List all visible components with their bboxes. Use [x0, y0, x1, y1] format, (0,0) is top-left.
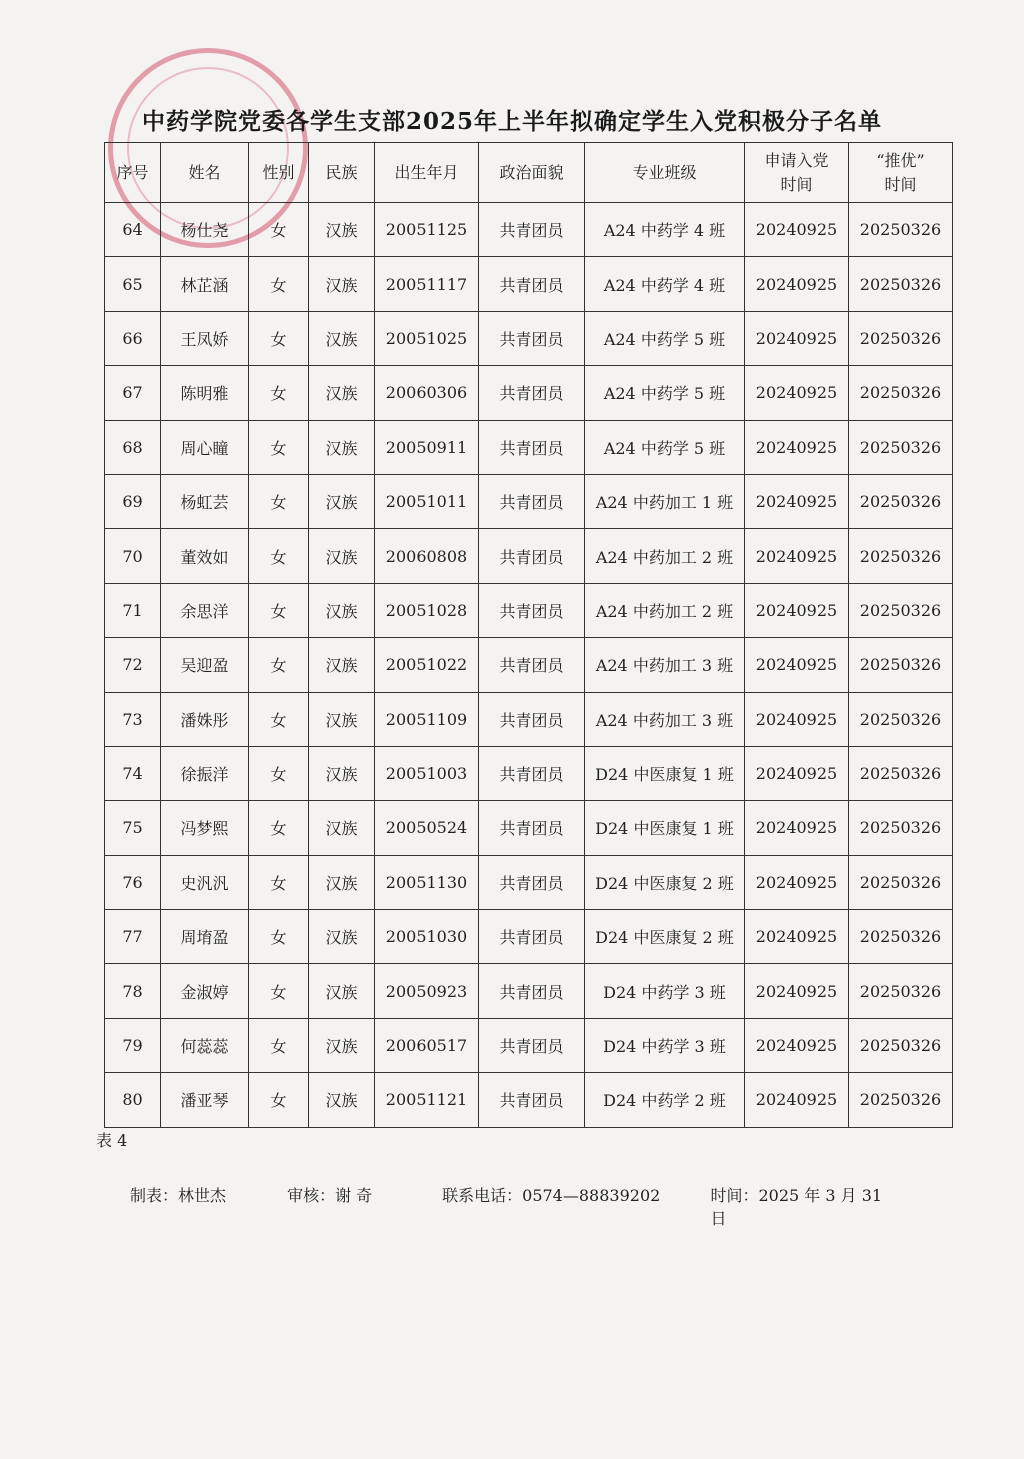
- cell-class: A24 中药加工 2 班: [585, 529, 745, 583]
- cell-apply-time: 20240925: [745, 366, 849, 420]
- cell-political: 共青团员: [479, 910, 585, 964]
- cell-seq: 77: [105, 910, 161, 964]
- cell-gender: 女: [249, 583, 309, 637]
- footer-maker: 制表：林世杰: [130, 1186, 227, 1205]
- cell-name: 史汎汎: [161, 855, 249, 909]
- cell-gender: 女: [249, 746, 309, 800]
- cell-name: 何蕊蕊: [161, 1018, 249, 1072]
- cell-gender: 女: [249, 910, 309, 964]
- cell-gender: 女: [249, 964, 309, 1018]
- table-row: [105, 257, 953, 311]
- cell-gender: 女: [249, 420, 309, 474]
- cell-political: 共青团员: [479, 1073, 585, 1127]
- cell-gender: 女: [249, 311, 309, 365]
- cell-gender: 女: [249, 692, 309, 746]
- cell-apply-time: 20240925: [745, 801, 849, 855]
- table-row: [105, 964, 953, 1018]
- cell-name: 周心瞳: [161, 420, 249, 474]
- cell-name: 王凤娇: [161, 311, 249, 365]
- table-row: [105, 910, 953, 964]
- cell-class: A24 中药学 5 班: [585, 311, 745, 365]
- cell-name: 董效如: [161, 529, 249, 583]
- cell-recommend-time: 20250326: [849, 692, 953, 746]
- footer-reviewer: 审核：谢 奇: [287, 1186, 373, 1205]
- cell-recommend-time: 20250326: [849, 203, 953, 257]
- cell-recommend-time: 20250326: [849, 311, 953, 365]
- cell-class: D24 中医康复 2 班: [585, 910, 745, 964]
- cell-apply-time: 20240925: [745, 1018, 849, 1072]
- header-apply-time: [745, 143, 849, 203]
- cell-ethnicity: 汉族: [309, 366, 375, 420]
- table-row: [105, 638, 953, 692]
- table-header-row: [105, 143, 953, 203]
- table-row: [105, 801, 953, 855]
- cell-ethnicity: 汉族: [309, 801, 375, 855]
- cell-apply-time: 20240925: [745, 311, 849, 365]
- cell-seq: 79: [105, 1018, 161, 1072]
- header-class: 专业班级: [585, 143, 745, 203]
- header-political: 政治面貌: [479, 143, 585, 203]
- cell-political: 共青团员: [479, 366, 585, 420]
- table-row: [105, 529, 953, 583]
- table-body: [105, 203, 953, 1128]
- cell-class: D24 中药学 3 班: [585, 964, 745, 1018]
- cell-recommend-time: 20250326: [849, 855, 953, 909]
- cell-seq: 64: [105, 203, 161, 257]
- cell-ethnicity: 汉族: [309, 964, 375, 1018]
- cell-class: A24 中药加工 1 班: [585, 474, 745, 528]
- cell-name: 金淑婷: [161, 964, 249, 1018]
- cell-apply-time: 20240925: [745, 257, 849, 311]
- cell-apply-time: 20240925: [745, 964, 849, 1018]
- cell-gender: 女: [249, 366, 309, 420]
- cell-ethnicity: 汉族: [309, 529, 375, 583]
- cell-recommend-time: 20250326: [849, 746, 953, 800]
- cell-political: 共青团员: [479, 420, 585, 474]
- cell-class: A24 中药学 4 班: [585, 257, 745, 311]
- table-row: [105, 746, 953, 800]
- header-birth: 出生年月: [375, 143, 479, 203]
- cell-political: 共青团员: [479, 746, 585, 800]
- cell-seq: 70: [105, 529, 161, 583]
- cell-recommend-time: 20250326: [849, 529, 953, 583]
- cell-ethnicity: 汉族: [309, 474, 375, 528]
- cell-birth: 20051022: [375, 638, 479, 692]
- header-apply-line1: 申请入党: [764, 150, 829, 170]
- cell-recommend-time: 20250326: [849, 474, 953, 528]
- cell-apply-time: 20240925: [745, 420, 849, 474]
- cell-ethnicity: 汉族: [309, 583, 375, 637]
- cell-class: A24 中药学 5 班: [585, 420, 745, 474]
- table-label: 表 4: [96, 1131, 128, 1150]
- cell-class: A24 中药加工 3 班: [585, 692, 745, 746]
- cell-ethnicity: 汉族: [309, 311, 375, 365]
- cell-recommend-time: 20250326: [849, 257, 953, 311]
- cell-class: A24 中药学 5 班: [585, 366, 745, 420]
- table-row: [105, 311, 953, 365]
- cell-birth: 20051011: [375, 474, 479, 528]
- cell-apply-time: 20240925: [745, 203, 849, 257]
- table-row: [105, 1073, 953, 1127]
- cell-gender: 女: [249, 203, 309, 257]
- header-name: 姓名: [161, 143, 249, 203]
- cell-recommend-time: 20250326: [849, 1018, 953, 1072]
- cell-political: 共青团员: [479, 964, 585, 1018]
- table-row: [105, 855, 953, 909]
- cell-ethnicity: 汉族: [309, 692, 375, 746]
- cell-gender: 女: [249, 638, 309, 692]
- cell-political: 共青团员: [479, 692, 585, 746]
- cell-name: 陈明雅: [161, 366, 249, 420]
- cell-birth: 20051028: [375, 583, 479, 637]
- cell-ethnicity: 汉族: [309, 638, 375, 692]
- cell-apply-time: 20240925: [745, 583, 849, 637]
- cell-birth: 20051109: [375, 692, 479, 746]
- cell-class: A24 中药加工 3 班: [585, 638, 745, 692]
- cell-gender: 女: [249, 257, 309, 311]
- cell-birth: 20051117: [375, 257, 479, 311]
- cell-apply-time: 20240925: [745, 746, 849, 800]
- cell-name: 杨虹芸: [161, 474, 249, 528]
- cell-ethnicity: 汉族: [309, 1073, 375, 1127]
- cell-ethnicity: 汉族: [309, 855, 375, 909]
- cell-apply-time: 20240925: [745, 692, 849, 746]
- cell-seq: 69: [105, 474, 161, 528]
- cell-apply-time: 20240925: [745, 474, 849, 528]
- cell-birth: 20060306: [375, 366, 479, 420]
- cell-class: D24 中药学 3 班: [585, 1018, 745, 1072]
- cell-birth: 20050923: [375, 964, 479, 1018]
- cell-birth: 20051025: [375, 311, 479, 365]
- cell-seq: 68: [105, 420, 161, 474]
- footer-date: 时间：2025 年 3 月 31 日: [710, 1186, 883, 1228]
- activist-list-table: [104, 142, 953, 1128]
- cell-apply-time: 20240925: [745, 638, 849, 692]
- cell-political: 共青团员: [479, 801, 585, 855]
- table-row: [105, 692, 953, 746]
- cell-ethnicity: 汉族: [309, 746, 375, 800]
- cell-recommend-time: 20250326: [849, 801, 953, 855]
- cell-birth: 20051121: [375, 1073, 479, 1127]
- cell-ethnicity: 汉族: [309, 910, 375, 964]
- cell-political: 共青团员: [479, 638, 585, 692]
- header-recommend-line1: “推优”: [876, 150, 925, 170]
- cell-seq: 67: [105, 366, 161, 420]
- table-row: [105, 203, 953, 257]
- cell-seq: 76: [105, 855, 161, 909]
- cell-name: 潘亚琴: [161, 1073, 249, 1127]
- cell-birth: 20060517: [375, 1018, 479, 1072]
- cell-apply-time: 20240925: [745, 1073, 849, 1127]
- cell-birth: 20051003: [375, 746, 479, 800]
- cell-gender: 女: [249, 1018, 309, 1072]
- document-title: 中药学院党委各学生支部2025年上半年拟确定学生入党积极分子名单: [141, 108, 882, 135]
- cell-birth: 20050911: [375, 420, 479, 474]
- cell-gender: 女: [249, 474, 309, 528]
- table-row: [105, 1018, 953, 1072]
- cell-recommend-time: 20250326: [849, 638, 953, 692]
- cell-seq: 65: [105, 257, 161, 311]
- cell-seq: 71: [105, 583, 161, 637]
- cell-ethnicity: 汉族: [309, 1018, 375, 1072]
- cell-gender: 女: [249, 529, 309, 583]
- cell-recommend-time: 20250326: [849, 910, 953, 964]
- cell-name: 吴迎盈: [161, 638, 249, 692]
- cell-seq: 74: [105, 746, 161, 800]
- cell-birth: 20051030: [375, 910, 479, 964]
- cell-class: D24 中药学 2 班: [585, 1073, 745, 1127]
- cell-name: 林芷涵: [161, 257, 249, 311]
- cell-gender: 女: [249, 801, 309, 855]
- cell-name: 周堉盈: [161, 910, 249, 964]
- cell-birth: 20050524: [375, 801, 479, 855]
- cell-ethnicity: 汉族: [309, 257, 375, 311]
- cell-name: 杨仕尧: [161, 203, 249, 257]
- cell-seq: 73: [105, 692, 161, 746]
- header-seq: 序号: [105, 143, 161, 203]
- footer-phone: 联系电话：0574—88839202: [442, 1186, 661, 1205]
- cell-birth: 20060808: [375, 529, 479, 583]
- cell-recommend-time: 20250326: [849, 420, 953, 474]
- cell-seq: 80: [105, 1073, 161, 1127]
- table-row: [105, 420, 953, 474]
- cell-class: A24 中药学 4 班: [585, 203, 745, 257]
- cell-gender: 女: [249, 855, 309, 909]
- cell-gender: 女: [249, 1073, 309, 1127]
- cell-political: 共青团员: [479, 583, 585, 637]
- table-row: [105, 474, 953, 528]
- header-gender: 性别: [249, 143, 309, 203]
- cell-seq: 66: [105, 311, 161, 365]
- table-row: [105, 366, 953, 420]
- cell-class: A24 中药加工 2 班: [585, 583, 745, 637]
- cell-recommend-time: 20250326: [849, 366, 953, 420]
- cell-seq: 75: [105, 801, 161, 855]
- cell-seq: 72: [105, 638, 161, 692]
- footer: [130, 1183, 910, 1229]
- cell-class: D24 中医康复 1 班: [585, 801, 745, 855]
- cell-political: 共青团员: [479, 474, 585, 528]
- cell-recommend-time: 20250326: [849, 964, 953, 1018]
- cell-apply-time: 20240925: [745, 529, 849, 583]
- cell-name: 余思洋: [161, 583, 249, 637]
- cell-birth: 20051130: [375, 855, 479, 909]
- cell-political: 共青团员: [479, 311, 585, 365]
- table-row: [105, 583, 953, 637]
- cell-recommend-time: 20250326: [849, 583, 953, 637]
- cell-apply-time: 20240925: [745, 855, 849, 909]
- cell-class: D24 中医康复 1 班: [585, 746, 745, 800]
- cell-class: D24 中医康复 2 班: [585, 855, 745, 909]
- cell-name: 徐振洋: [161, 746, 249, 800]
- header-ethnicity: 民族: [309, 143, 375, 203]
- header-apply-line2: 时间: [780, 174, 813, 194]
- cell-ethnicity: 汉族: [309, 203, 375, 257]
- cell-apply-time: 20240925: [745, 910, 849, 964]
- cell-political: 共青团员: [479, 203, 585, 257]
- header-recommend-time: [849, 143, 953, 203]
- cell-ethnicity: 汉族: [309, 420, 375, 474]
- cell-political: 共青团员: [479, 257, 585, 311]
- cell-political: 共青团员: [479, 855, 585, 909]
- cell-political: 共青团员: [479, 529, 585, 583]
- cell-recommend-time: 20250326: [849, 1073, 953, 1127]
- cell-name: 潘姝彤: [161, 692, 249, 746]
- cell-birth: 20051125: [375, 203, 479, 257]
- cell-name: 冯梦熙: [161, 801, 249, 855]
- cell-seq: 78: [105, 964, 161, 1018]
- cell-political: 共青团员: [479, 1018, 585, 1072]
- header-recommend-line2: 时间: [884, 174, 917, 194]
